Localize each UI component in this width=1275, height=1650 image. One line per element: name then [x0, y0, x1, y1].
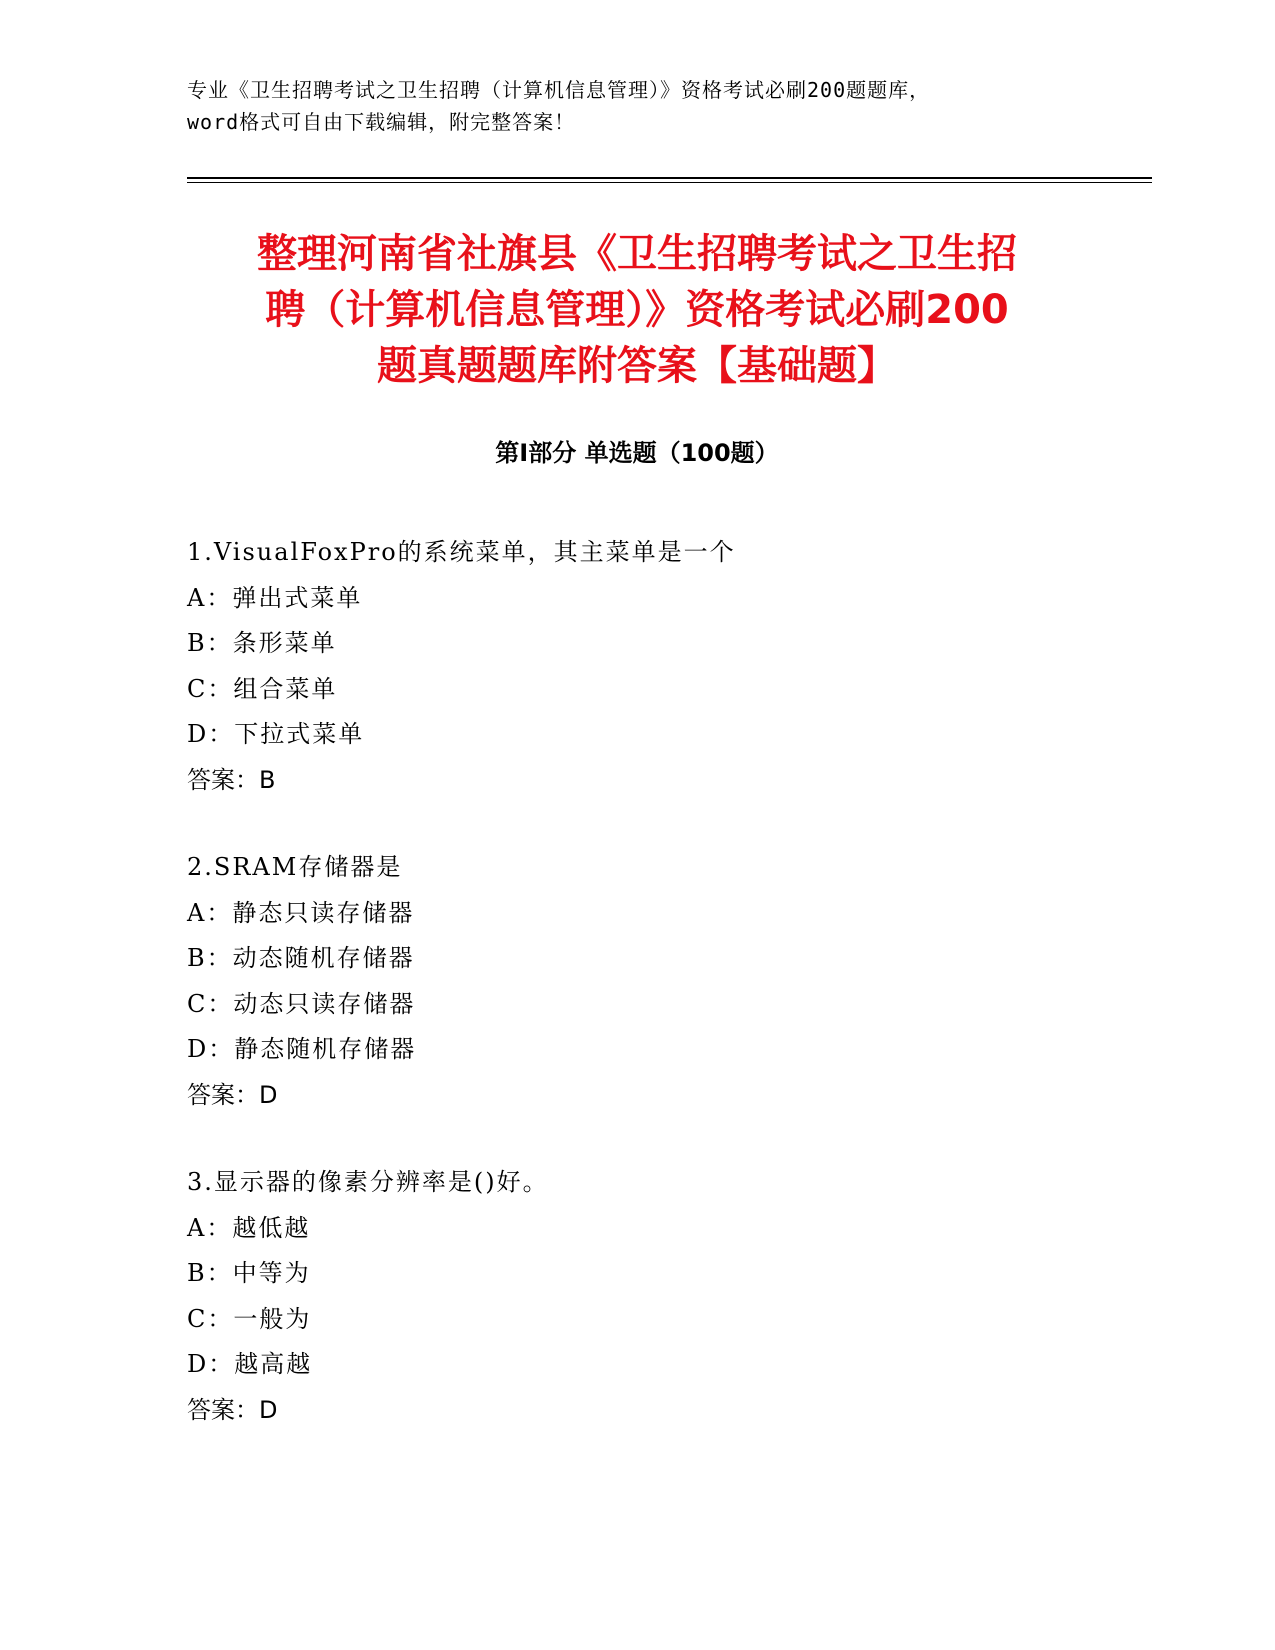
section-title: 第Ⅰ部分 单选题（100题） [495, 439, 779, 467]
option-c: C：动态只读存储器 [187, 989, 416, 1018]
option-c: C：组合菜单 [187, 674, 338, 703]
document-title-line: 整理河南省社旗县《卫生招聘考试之卫生招 [257, 231, 1017, 277]
answer: 答案：D [187, 1080, 278, 1109]
question-item [187, 845, 1107, 1118]
document-title [187, 226, 1087, 394]
option-d: D：下拉式菜单 [187, 720, 365, 748]
option-d: D：静态随机存储器 [187, 1035, 417, 1063]
option-d: D：越高越 [187, 1350, 313, 1378]
option-b: B：条形菜单 [187, 629, 337, 657]
question-list [187, 530, 1107, 1475]
question-item [187, 1160, 1107, 1433]
question-item [187, 530, 1107, 803]
document-title-line: 题真题题库附答案【基础题】 [377, 343, 897, 389]
option-a: A：静态只读存储器 [187, 898, 415, 927]
answer: 答案：B [187, 765, 276, 794]
header-note [187, 74, 1087, 138]
option-a: A：弹出式菜单 [187, 583, 363, 612]
header-note-line: word格式可自由下载编辑，附完整答案！ [187, 110, 576, 134]
header-note-line: 专业《卫生招聘考试之卫生招聘（计算机信息管理）》资格考试必刷200题题库， [187, 78, 931, 102]
answer: 答案：D [187, 1395, 278, 1424]
question-stem: 2.SRAM存储器是 [187, 853, 403, 881]
header-divider-thin [187, 182, 1152, 183]
header-divider [187, 177, 1152, 179]
option-b: B：中等为 [187, 1259, 311, 1287]
option-c: C：一般为 [187, 1304, 312, 1333]
question-stem: 3.显示器的像素分辨率是()好。 [187, 1168, 549, 1196]
option-b: B：动态随机存储器 [187, 944, 415, 972]
question-stem: 1.VisualFoxPro的系统菜单，其主菜单是一个 [187, 538, 736, 566]
option-a: A：越低越 [187, 1213, 311, 1242]
document-title-line: 聘（计算机信息管理）》资格考试必刷200 [265, 287, 1009, 333]
